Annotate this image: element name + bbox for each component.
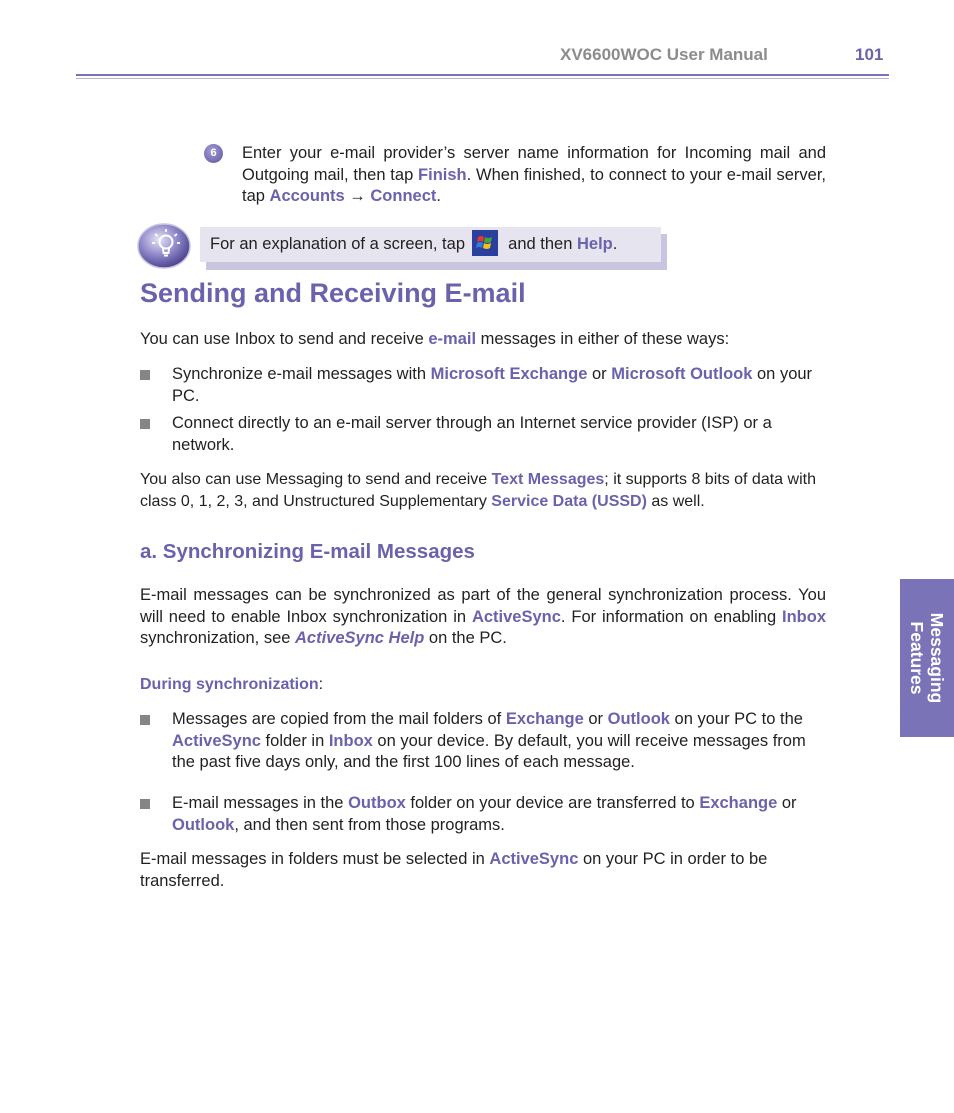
during-sync-label: During synchronization: [140, 676, 324, 693]
lightbulb-icon [136, 221, 192, 271]
page-title: Sending and Receiving E-mail [140, 278, 526, 308]
list-item: Synchronize e-mail messages with Microsoft Exchange or Microsoft Outlook on your PC. [140, 364, 826, 407]
bullet-square-icon [140, 419, 150, 429]
header-rule-thin [76, 78, 889, 79]
connect-keyword: Connect [370, 187, 437, 205]
text-messages-paragraph: You also can use Messaging to send and receive Text Messages; it supports 8 bits of data with class 0, 1, 2, 3, and Unstructured Supplementary Service Data (USSD) as well. [140, 471, 816, 510]
email-keyword: e-mail [428, 330, 477, 348]
accounts-keyword: Accounts [269, 187, 345, 205]
header-rule [76, 74, 889, 76]
side-tab-messaging-features[interactable] [900, 579, 954, 737]
sync-paragraph: E-mail messages can be synchronized as part of the general synchronization process. You will need to enable Inbox synchronization in ActiveSync. For information on enabling Inbox synchronization, see ActiveSync Help on the PC. [140, 586, 826, 647]
list-item: Messages are copied from the mail folders of Exchange or Outlook on your PC to the ActiveSync folder in Inbox on your device. By default, you will receive messages from the past five days only, and the first 100 lines of each message. [140, 709, 826, 774]
bullet-square-icon [140, 799, 150, 809]
tip-box: For an explanation of a screen, tap and then Help. [200, 227, 661, 262]
bullet-square-icon [140, 370, 150, 380]
step-6-text: Enter your e-mail provider’s server name information for Incoming mail and Outgoing mail, then tap Finish. When finished, to connect to your e-mail server, tap Accounts → Connect. [242, 144, 826, 205]
windows-start-icon [472, 230, 498, 256]
section-heading: a. Synchronizing E-mail Messages [140, 540, 475, 563]
intro-paragraph: You can use Inbox to send and receive e-mail messages in either of these ways: [140, 330, 730, 348]
help-keyword: Help [576, 235, 613, 253]
folders-paragraph: E-mail messages in folders must be selected in ActiveSync on your PC in order to be transferred. [140, 850, 768, 890]
page-number: 101 [855, 45, 884, 64]
side-tab-label: Messaging Features [907, 612, 947, 704]
finish-keyword: Finish [418, 165, 467, 184]
list-item: Connect directly to an e-mail server through an Internet service provider (ISP) or a network. [140, 413, 826, 456]
list-item: E-mail messages in the Outbox folder on your device are transferred to Exchange or Outlook, and then sent from those programs. [140, 793, 826, 836]
bullet-square-icon [140, 715, 150, 725]
manual-title: XV6600WOC User Manual [560, 45, 768, 64]
step-number-badge: 6 [204, 144, 223, 163]
